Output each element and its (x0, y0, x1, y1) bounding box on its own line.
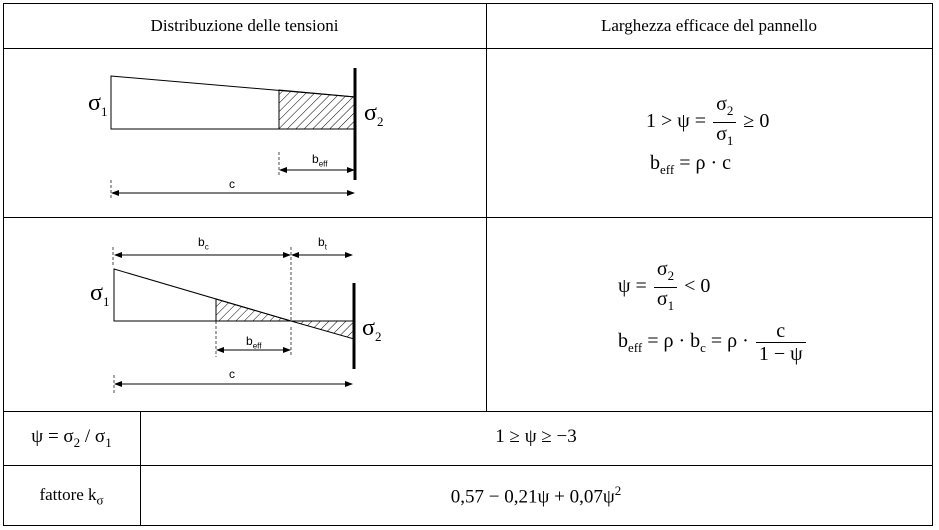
case2-stress-diagram (0, 217, 486, 411)
case1-stress-diagram (0, 0, 486, 217)
case1-beff-label: $b_{eff}$ (312, 152, 328, 169)
case1-stress-polygon (111, 76, 355, 129)
case2-beff-formula: $b_{eff} = \rho \cdot b_c = \rho$ · $\frac{c}{1 - \psi}$ (618, 320, 808, 365)
case2-psi-formula: ψ = $\frac{\sigma_2}{\sigma_1}$ < 0 (618, 258, 711, 313)
case1-beff-formula: $b_{eff} = \rho \cdot c$ (650, 152, 731, 177)
k-factor-label: fattore $k_\sigma$ (39, 485, 104, 508)
case2-c-label: c (229, 367, 235, 381)
case2-sigma2-label: $\sigma_2$ (362, 315, 382, 344)
psi-definition-label: $\psi = \sigma_2 / \sigma_1$ (31, 426, 112, 450)
case2-bt-label: $b_t$ (318, 235, 327, 252)
header-effective-width: Larghezza efficace del pannello (601, 16, 817, 35)
header-stress-distribution: Distribuzione delle tensioni (150, 16, 339, 35)
psi-range-value: 1 ≥ ψ ≥ −3 (495, 426, 577, 447)
case2-beff-label: $b_{eff}$ (246, 334, 262, 351)
case1-sigma2-label: $\sigma_2$ (364, 100, 384, 129)
case2-stress-polygon (114, 269, 354, 339)
case2-sigma1-label: $\sigma_1$ (90, 280, 110, 309)
case1-sigma1-label: $\sigma_1$ (88, 90, 108, 119)
case2-bc-label: $b_c$ (198, 235, 209, 252)
case1-c-label: c (229, 177, 235, 191)
k-factor-formula: $0,57 - 0,21\psi + 0,07\psi^2$ (450, 483, 622, 508)
case1-psi-formula: 1 > ψ = $\frac{\sigma_2}{\sigma_1}$ ≥ 0 (646, 93, 770, 148)
